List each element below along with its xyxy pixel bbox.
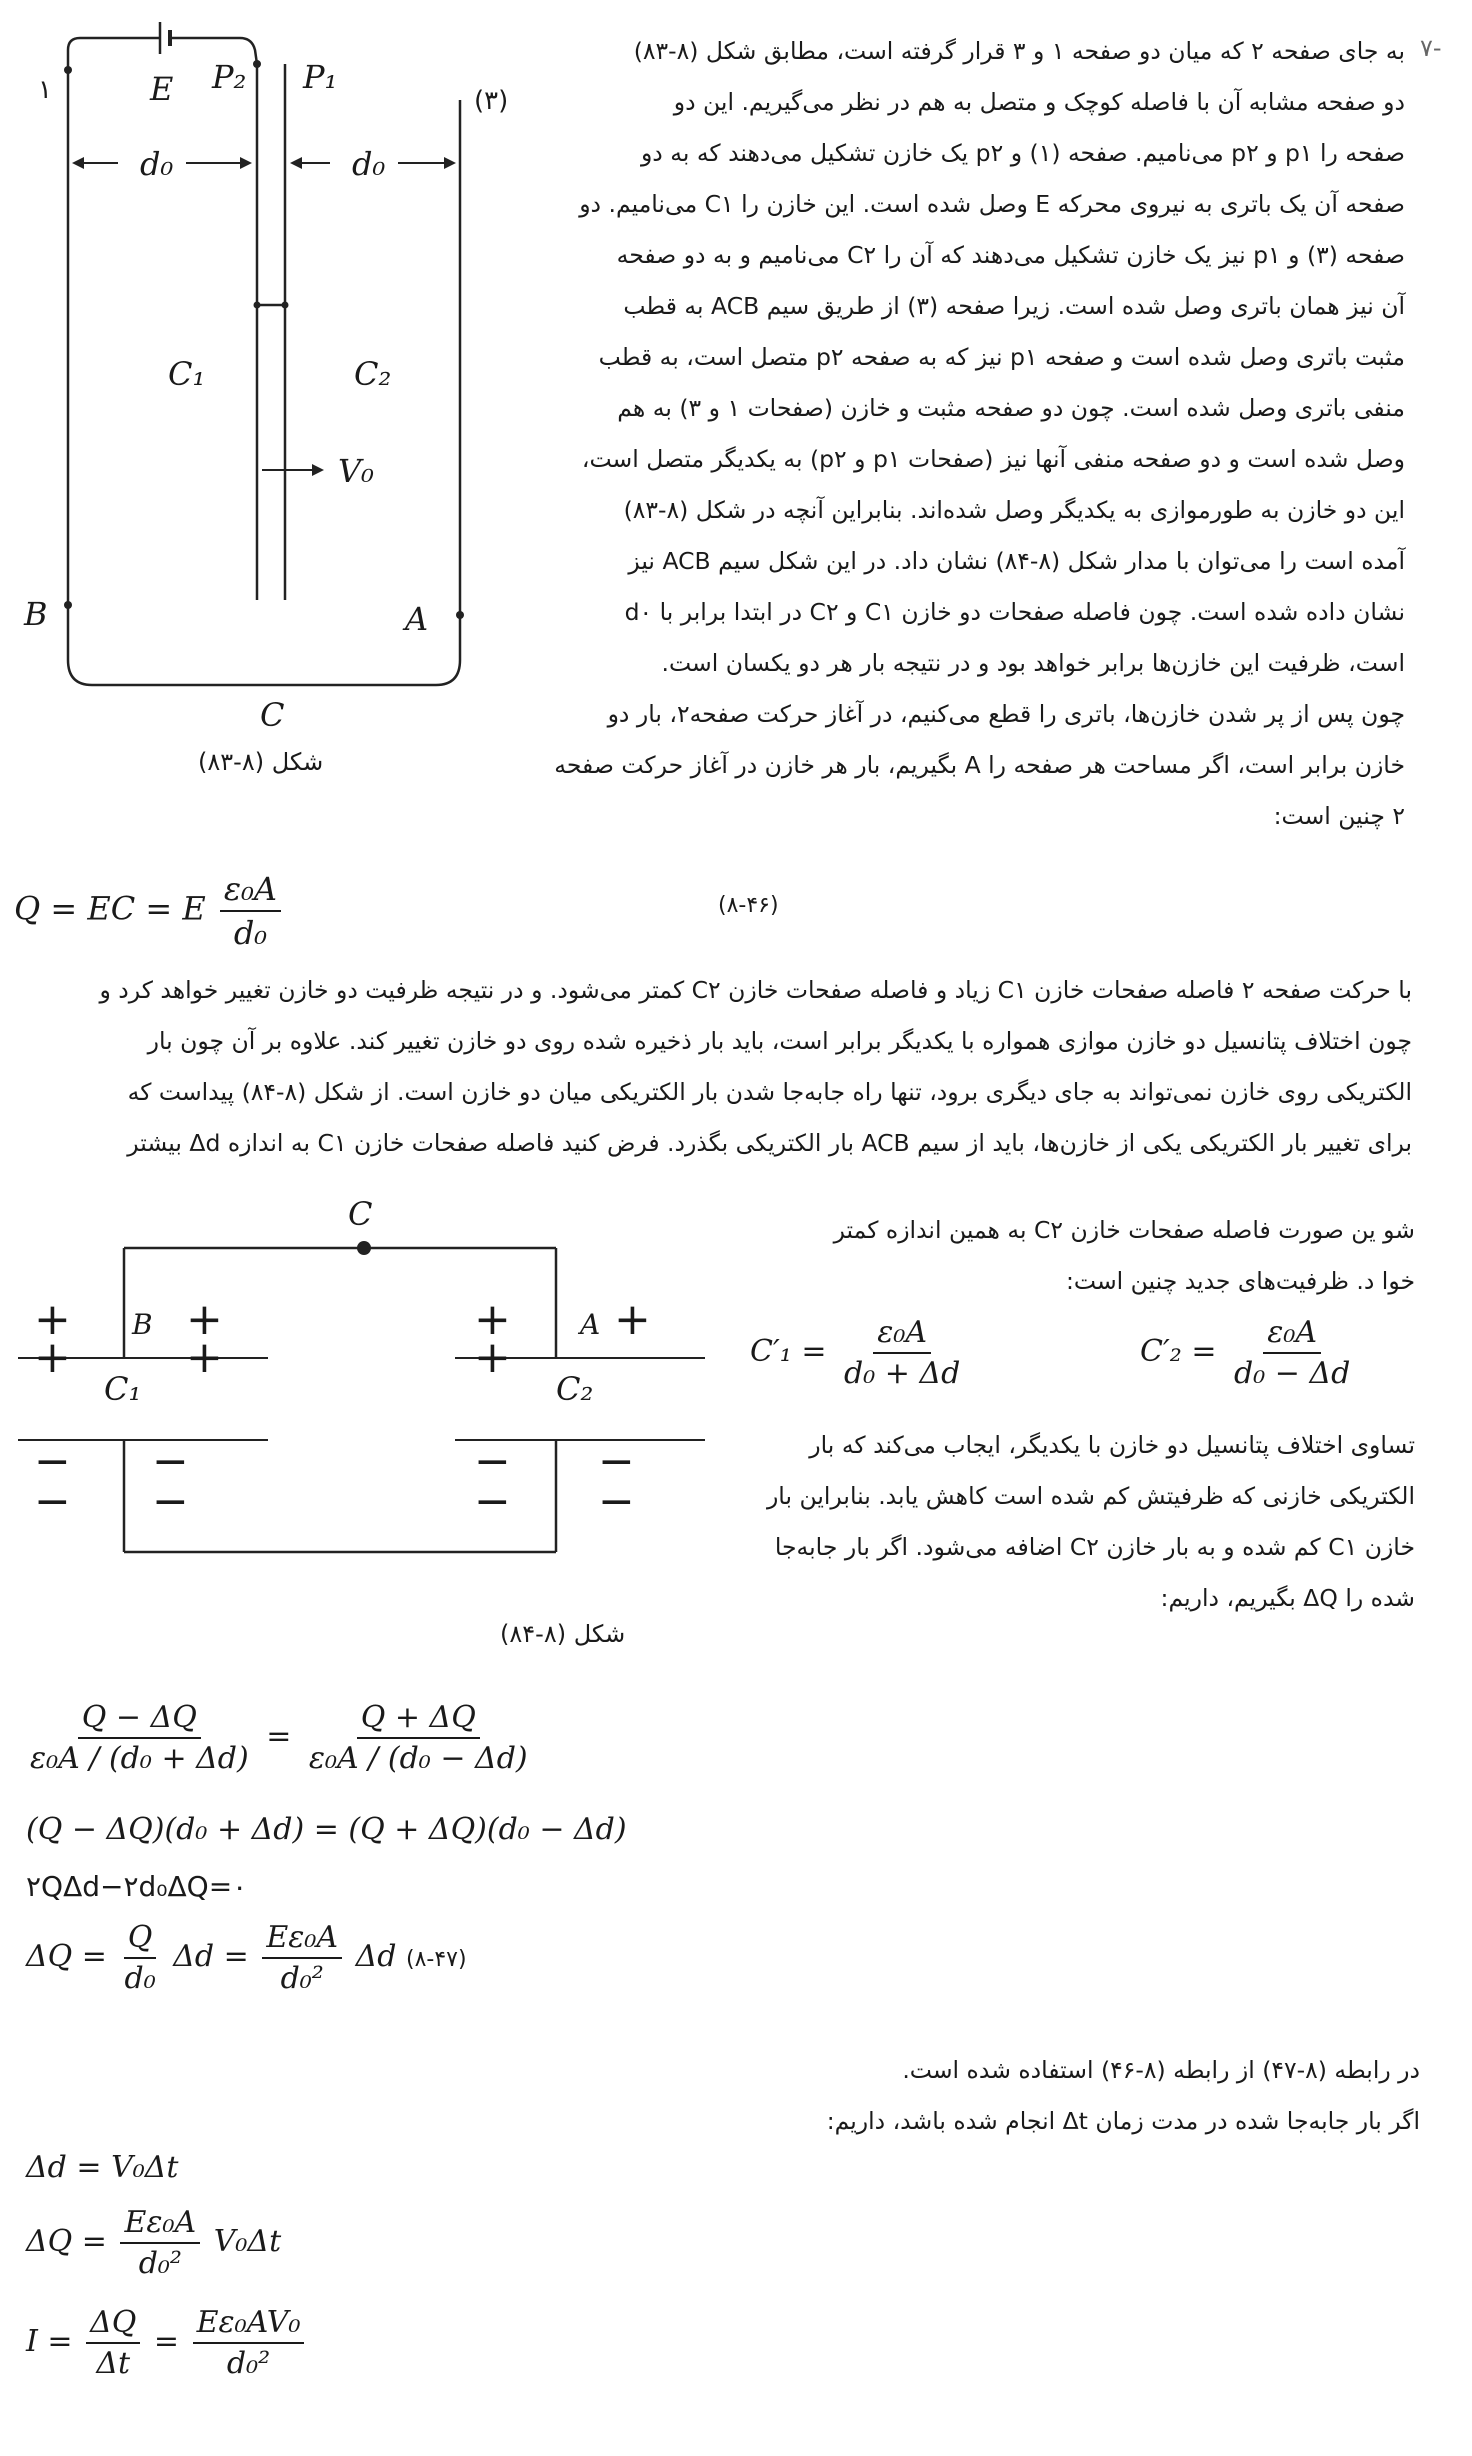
- fig83-p1-label: P₁: [303, 58, 338, 96]
- intro-line: مثبت باتری وصل شده است و صفحه p۱ نیز که به صفحه p۲ متصل است، به قطب: [598, 343, 1405, 371]
- plus-sign: +: [474, 1332, 511, 1383]
- right-line: شده را ΔQ بگیریم، داریم:: [1160, 1584, 1415, 1612]
- minus-sign: −: [152, 1436, 189, 1487]
- intro-line: چون پس از پر شدن خازن‌ها، باتری را قطع می‌کنیم، در آغاز حرکت صفحه۲، بار دو: [607, 700, 1405, 728]
- minus-sign: −: [474, 1476, 511, 1527]
- intro-line: منفی باتری وصل شده است. چون دو صفحه مثبت و خازن (صفحات ۱ و ۳) به هم: [617, 394, 1405, 422]
- intro-line: صفحه آن یک باتری به نیروی محرکه E وصل شده است. این خازن را C۱ می‌نامیم. دو: [579, 190, 1405, 218]
- equation-8-46: Q = EC = E $\frac{\text{ε₀A}}{\text{d₀}}$: [14, 870, 285, 952]
- mid-line: الکتریکی روی خازن نمی‌تواند به جای دیگری برود، تنها راه جابه‌جا شدن بار الکتریکی میان دو خازن است. از شکل (۸-۸۴) پیداست که: [127, 1078, 1412, 1106]
- mid-line: با حرکت صفحه ۲ فاصله صفحات خازن C۱ زیاد و فاصله صفحات خازن C۲ کمتر می‌شود. و در نتیجه ظرفیت دو خازن تغییر خواهد کرد و: [99, 976, 1412, 1004]
- intro-line: آن نیز همان باتری وصل شده است. زیرا صفحه (۳) از طریق سیم ACB به قطب: [623, 292, 1405, 320]
- mid-line: چون اختلاف پتانسیل دو خازن موازی همواره با یکدیگر برابر است، باید بار ذخیره شده روی دو خازن تغییر کند. علاوه بر آن چون بار: [147, 1027, 1412, 1055]
- fig83-b-label: B: [24, 595, 48, 633]
- plus-sign: +: [186, 1294, 223, 1345]
- after-line: در رابطه (۸-۴۷) از رابطه (۸-۴۶) استفاده شده است.: [902, 2056, 1420, 2084]
- fig83-c-label: C: [260, 696, 285, 734]
- right-paragraph-bottom: [745, 1420, 1415, 1624]
- equation-c1-prime: C′₁ = $\frac{\text{ε₀A}}{\text{d₀ + Δd}}$: [750, 1315, 961, 1391]
- fig83-emf-label: E: [150, 70, 174, 108]
- intro-line: خازن برابر است، اگر مساحت هر صفحه را A بگیریم، بار هر خازن در آغاز حرکت صفحه: [554, 751, 1405, 779]
- right-paragraph-top: [745, 1205, 1415, 1307]
- fig83-plate3-label: (۳): [474, 86, 509, 116]
- fig84-b-label: B: [132, 1308, 153, 1341]
- equation-8-46-label: (۸-۴۶): [718, 893, 779, 918]
- fig83-plate1-label: ۱: [38, 75, 52, 105]
- fig83-d0-right: d₀: [352, 145, 386, 183]
- minus-sign: −: [598, 1476, 635, 1527]
- intro-line: آمده است را می‌توان با مدار شکل (۸-۸۴) نشان داد. در این شکل سیم ACB نیز: [628, 547, 1405, 575]
- problem-number: ۷-: [1420, 34, 1442, 62]
- fig84-a-label: A: [580, 1308, 601, 1341]
- right-line: الکتریکی خازنی که ظرفیتش کم شده است کاهش یابد. بنابراین بار: [766, 1482, 1415, 1510]
- equation-c2-prime: C′₂ = $\frac{\text{ε₀A}}{\text{d₀ − Δd}}$: [1140, 1315, 1351, 1391]
- final-eq2: ΔQ = $\frac{\text{Eε₀A}}{\text{d₀²}}$ V₀Δt: [26, 2205, 282, 2281]
- final-eq1: Δd = V₀Δt: [26, 2150, 179, 2185]
- derivation-eq2: (Q − ΔQ)(d₀ + Δd) = (Q + ΔQ)(d₀ − Δd): [26, 1812, 627, 1847]
- intro-line: است، ظرفیت این خازن‌ها برابر خواهد بود و در نتیجه بار هر دو یکسان است.: [661, 649, 1405, 677]
- minus-sign: −: [152, 1476, 189, 1527]
- fig83-c1-label: C₁: [168, 355, 206, 393]
- fig83-a-label: A: [405, 600, 429, 638]
- after-line: اگر بار جابه‌جا شده در مدت زمان Δt انجام شده باشد، داریم:: [826, 2107, 1420, 2135]
- right-line: شو ین صورت فاصله صفحات خازن C۲ به همین اندازه کمتر: [833, 1216, 1415, 1244]
- minus-sign: −: [474, 1436, 511, 1487]
- fig84-c1-label: C₁: [104, 1370, 142, 1408]
- derivation-eq4: ΔQ = $\frac{Q}{\text{d₀}}$ Δd = $\frac{\text{Eε₀A}}{\text{d₀²}}$ Δd (۸-۴۷): [26, 1920, 467, 1996]
- derivation-eq3: ۲QΔd−۲d₀ΔQ=۰: [26, 1870, 248, 1903]
- plus-sign: +: [34, 1332, 71, 1383]
- fig84-c2-label: C₂: [556, 1370, 594, 1408]
- intro-line: وصل شده است و دو صفحه منفی آنها نیز (صفحات p۱ و p۲) به یکدیگر متصل است،: [581, 445, 1405, 473]
- fig83-d0-left: d₀: [140, 145, 174, 183]
- derivation-eq1: $\frac{Q - \Delta Q}{\text{ε₀A / (d₀ + Δd)}}$ = $\frac{Q + \Delta Q}{\text{ε₀A / (d₀ − Δd)}}$: [30, 1700, 528, 1776]
- plus-sign: +: [474, 1294, 511, 1345]
- fig84-caption: شکل (۸-۸۴): [500, 1620, 626, 1648]
- fig83-p2-label: P₂: [212, 58, 247, 96]
- fig83-v0-label: V₀: [338, 452, 374, 490]
- right-line: خازن C۱ کم شده و به بار خازن C۲ اضافه می‌شود. اگر بار جابه‌جا: [774, 1533, 1415, 1561]
- final-eq3: I = $\frac{\Delta Q}{\Delta t}$ = $\frac{\text{Eε₀AV₀}}{\text{d₀²}}$: [26, 2305, 308, 2381]
- right-line: تساوی اختلاف پتانسیل دو خازن با یکدیگر، ایجاب می‌کند که بار: [809, 1431, 1415, 1459]
- right-line: خوا د. ظرفیت‌های جدید چنین است:: [1065, 1267, 1415, 1295]
- intro-line: دو صفحه مشابه آن با فاصله کوچک و متصل به هم در نظر می‌گیریم. این دو: [673, 88, 1405, 116]
- intro-line: این دو خازن به طورموازی به یکدیگر وصل شده‌اند. بنابراین آنچه در شکل (۸-۸۳): [623, 496, 1405, 524]
- minus-sign: −: [598, 1436, 635, 1487]
- intro-paragraph: [535, 26, 1405, 842]
- mid-line: برای تغییر بار الکتریکی یکی از خازن‌ها، باید از سیم ACB بار الکتریکی بگذرد. فرض کنید فاصله صفحات خازن C۱ به اندازه Δd بیشتر: [127, 1129, 1412, 1157]
- intro-line: نشان داده شده است. چون فاصله صفحات دو خازن C۱ و C۲ در ابتدا برابر با d۰: [624, 598, 1405, 626]
- fig83-caption: شکل (۸-۸۳): [198, 748, 324, 776]
- middle-paragraph: [12, 965, 1412, 1169]
- intro-line: صفحه را p۱ و p۲ می‌نامیم. صفحه (۱) و p۲ یک خازن تشکیل می‌دهند که به دو: [640, 139, 1405, 167]
- plus-sign: +: [186, 1332, 223, 1383]
- intro-line: صفحه (۳) و p۱ نیز یک خازن تشکیل می‌دهند که آن را C۲ می‌نامیم و به دو صفحه: [616, 241, 1405, 269]
- after-paragraph: [780, 2045, 1420, 2147]
- intro-line: به جای صفحه ۲ که میان دو صفحه ۱ و ۳ قرار گرفته است، مطابق شکل (۸-۸۳): [633, 37, 1405, 65]
- fig84-c-label: C: [348, 1195, 373, 1233]
- fig83-c2-label: C₂: [354, 355, 392, 393]
- plus-sign: +: [614, 1294, 651, 1345]
- minus-sign: −: [34, 1436, 71, 1487]
- minus-sign: −: [34, 1476, 71, 1527]
- figure-8-83-drawing: [0, 0, 480, 800]
- intro-line: ۲ چنین است:: [1273, 802, 1405, 830]
- plus-sign: +: [34, 1294, 71, 1345]
